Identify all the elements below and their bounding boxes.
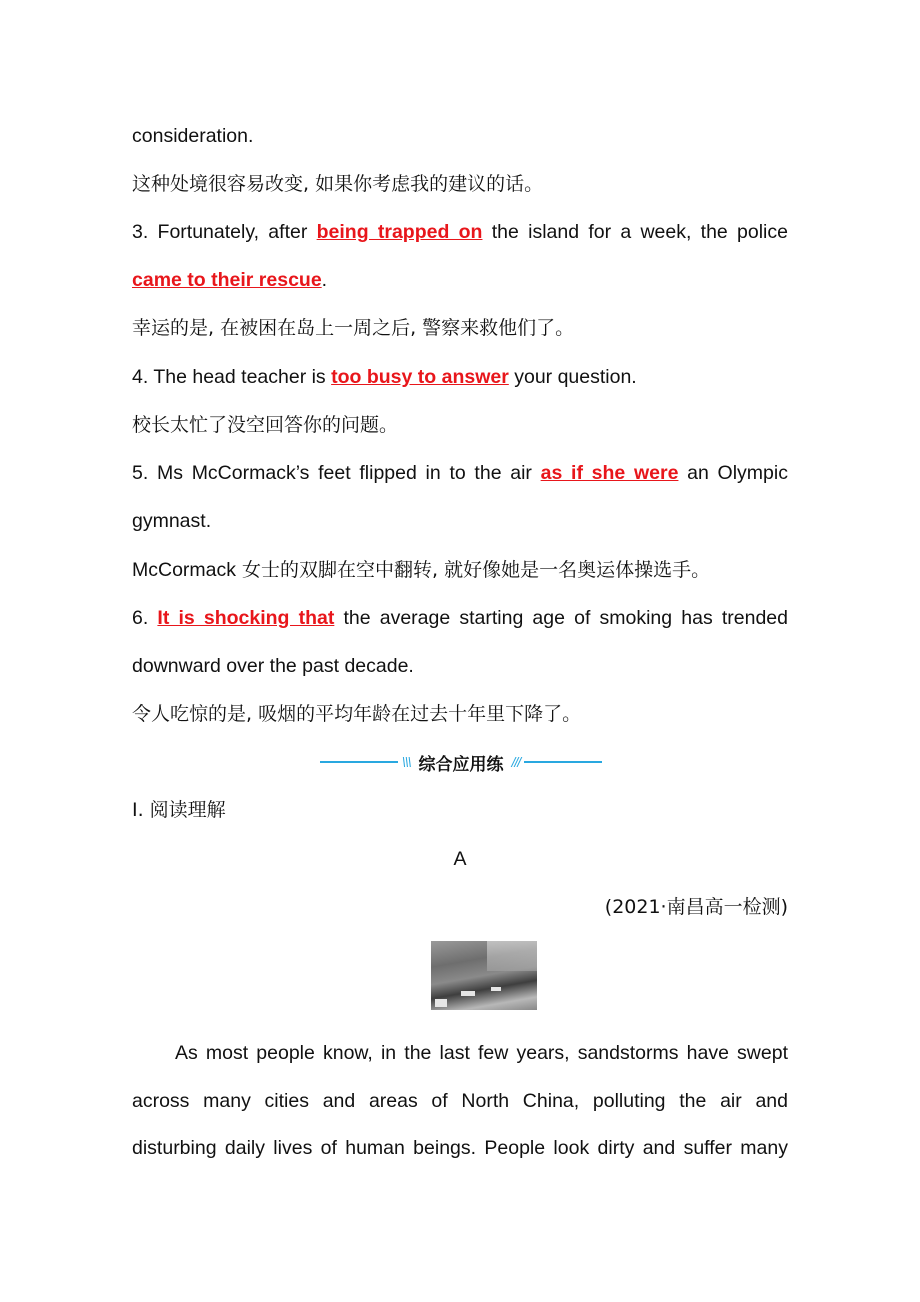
text: As most people know, in the last few years, sandstorms have swept — [175, 1042, 788, 1064]
translation-line — [132, 170, 788, 198]
text: McCormack — [132, 559, 237, 581]
question-5-cont — [132, 507, 788, 535]
text: 6. — [132, 607, 158, 629]
answer-blank: being trapped on — [316, 221, 483, 243]
text: 3. Fortunately, after — [132, 221, 317, 243]
translation-line — [132, 700, 788, 728]
passage-line — [132, 1087, 788, 1115]
slash-decoration-icon: /// — [511, 754, 521, 770]
translation-line — [132, 314, 788, 342]
slash-decoration-icon: \\\ — [401, 754, 411, 770]
divider-line — [524, 761, 602, 763]
text: 女士的双脚在空中翻转, 就好像她是一名奥运体操选手。 — [236, 559, 711, 581]
passage-line — [132, 1134, 788, 1162]
text: consideration. — [132, 125, 254, 147]
text: 5. Ms McCormack’s feet flipped in to the air — [132, 462, 541, 484]
question-4 — [132, 363, 788, 391]
photo-building — [435, 999, 447, 1007]
question-6 — [132, 604, 788, 632]
sandstorm-photo — [431, 941, 537, 1010]
photo-building — [491, 987, 501, 991]
text: A — [453, 848, 467, 870]
translation-line — [132, 411, 788, 439]
answer-blank: as if she were — [540, 462, 679, 484]
question-3-cont — [132, 266, 788, 294]
text: the island for a week, the police — [482, 221, 788, 243]
passage-label — [132, 845, 788, 873]
question-3 — [132, 218, 788, 246]
answer-blank: too busy to answer — [331, 366, 509, 388]
text: the average starting age of smoking has trended — [334, 607, 788, 629]
section-divider — [320, 750, 602, 774]
text: 4. The head teacher is — [132, 366, 332, 388]
text: disturbing daily lives of human beings. People look dirty and suffer many — [132, 1137, 788, 1159]
text: Ⅰ. 阅读理解 — [132, 799, 226, 821]
passage-source — [132, 893, 788, 921]
passage-line — [132, 1039, 788, 1067]
text: 校长太忙了没空回答你的问题。 — [132, 414, 399, 436]
photo-sky — [487, 941, 537, 971]
section-title: 综合应用练 — [418, 754, 504, 775]
part-heading — [132, 796, 788, 824]
text: downward over the past decade. — [132, 655, 414, 677]
text: an Olympic — [678, 462, 788, 484]
text: 这种处境很容易改变, 如果你考虑我的建议的话。 — [132, 173, 544, 195]
text: gymnast. — [132, 510, 212, 532]
divider-line — [320, 761, 398, 763]
text: 令人吃惊的是, 吸烟的平均年龄在过去十年里下降了。 — [132, 703, 582, 725]
text: 幸运的是, 在被困在岛上一周之后, 警察来救他们了。 — [132, 317, 575, 339]
answer-blank: came to their rescue — [132, 269, 322, 291]
photo-building — [461, 991, 475, 996]
text: across many cities and areas of North China, polluting the air and — [132, 1090, 788, 1112]
text: (2021·南昌高一检测) — [604, 896, 788, 918]
question-5 — [132, 459, 788, 487]
text: your question. — [508, 366, 637, 388]
translation-line — [132, 556, 788, 584]
text: . — [321, 269, 328, 291]
text-line — [132, 122, 788, 150]
question-6-cont — [132, 652, 788, 680]
answer-blank: It is shocking that — [157, 607, 335, 629]
